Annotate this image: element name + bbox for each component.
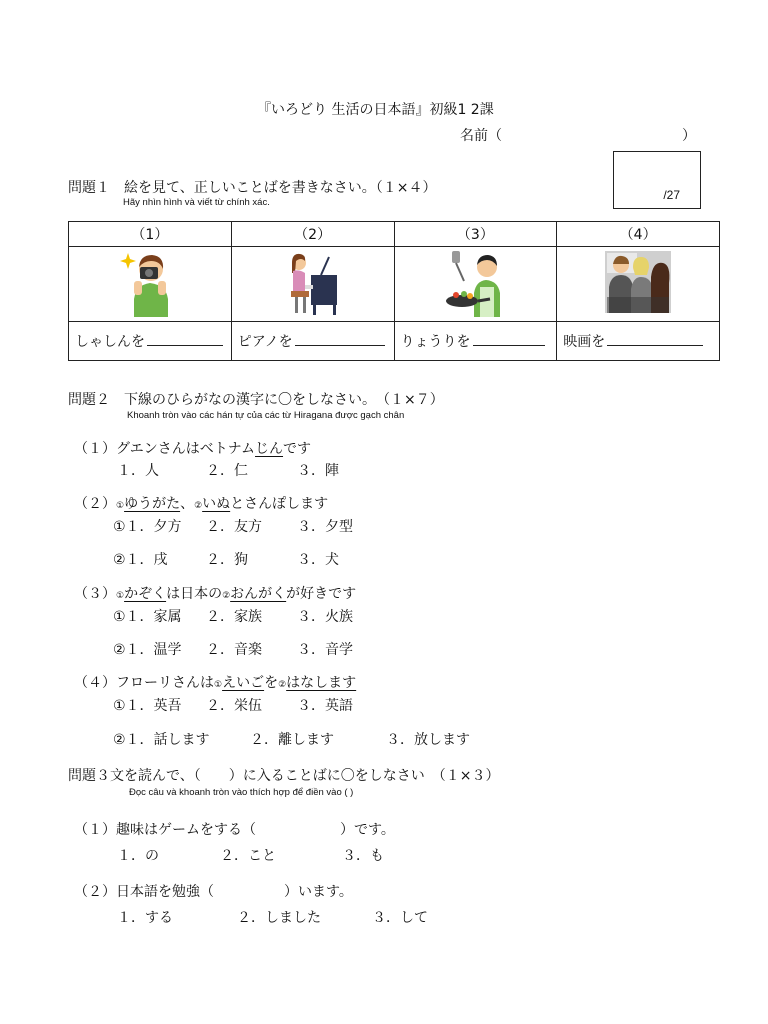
q2-item-2a-option-2[interactable]: ２．友方 — [206, 519, 262, 535]
q2-subtitle: Khoanh tròn vào các hán tự của các từ Hiragana được gạch chân — [127, 410, 405, 421]
q1-title: 問題１ 絵を見て、正しいことばを書きなさい。（１×４） — [68, 180, 437, 196]
cooking-man-illustration — [440, 247, 510, 317]
q2-item-4-text-mid: を — [264, 675, 279, 691]
q2-item-2b-option-3[interactable]: ３．犬 — [297, 552, 339, 568]
q2-item-2-marker-1: ① — [116, 501, 125, 511]
q3-subtitle: Đọc câu và khoanh tròn vào thích hợp để điền vào ( ) — [129, 787, 354, 798]
q2-item-1-number: （１） — [74, 441, 116, 457]
q2-item-4-number: （４） — [74, 675, 116, 691]
q2-item-4-text: フローリさんは — [116, 675, 214, 691]
q2-item-2-number: （２） — [74, 496, 116, 512]
q3-item-2-text: 日本語を勉強（ — [116, 884, 214, 900]
q3-item-1-option-2[interactable]: ２．こと — [220, 848, 276, 864]
q3-item-1-sentence — [74, 819, 395, 839]
q2-item-1-option-2[interactable]: ２．仁 — [206, 463, 248, 479]
q3-item-2-number: （２） — [74, 884, 116, 900]
q2-item-4b-option-1[interactable]: ②１．話します — [113, 732, 210, 748]
q1-picture-cell-2 — [231, 247, 394, 322]
q3-item-2-option-1[interactable]: １．する — [117, 910, 173, 926]
q2-item-1-option-3[interactable]: ３．陣 — [297, 463, 339, 479]
q1-picture-cell-1 — [69, 247, 232, 322]
q2-item-3-text-end: が好きです — [286, 586, 357, 602]
q2-item-3b-option-2[interactable]: ２．音楽 — [206, 642, 262, 658]
q2-item-4b-option-3[interactable]: ３．放します — [386, 732, 470, 748]
q2-item-3-number: （３） — [74, 586, 116, 602]
q2-item-2-underlined-word-2: いぬ — [202, 496, 231, 512]
q3-item-1-number: （１） — [74, 822, 116, 838]
q2-item-3-marker-2: ② — [222, 591, 231, 601]
q1-header-1: （1） — [69, 222, 232, 247]
q2-item-3-sentence — [74, 583, 356, 603]
q2-item-1-option-1[interactable]: １．人 — [117, 463, 159, 479]
q1-answer-cell-1 — [69, 322, 232, 361]
q2-item-3a-option-3[interactable]: ３．火族 — [297, 609, 353, 625]
worksheet-title: 『いろどり 生活の日本語』初級1 2課 — [257, 102, 494, 118]
q2-item-2-underlined-word-1: ゆうがた — [124, 496, 181, 512]
q2-item-4a-option-1[interactable]: ①１．英吾 — [113, 698, 182, 714]
name-close-paren: ） — [682, 128, 696, 144]
q2-item-2-marker-2: ② — [194, 501, 203, 511]
q2-item-3b-option-3[interactable]: ３．音学 — [297, 642, 353, 658]
q1-answer-prompt-2: ピアノを — [237, 334, 293, 350]
q2-title: 問題２ 下線のひらがなの漢字に〇をしなさい。 （１×７） — [68, 392, 444, 408]
q3-item-1-text-end: ）です。 — [340, 822, 395, 838]
q1-answer-cell-2 — [231, 322, 394, 361]
q2-item-4a-option-2[interactable]: ２．栄伍 — [206, 698, 262, 714]
q2-item-3a-option-1[interactable]: ①１．家属 — [113, 609, 182, 625]
q1-answer-prompt-1: しゃしんを — [75, 334, 145, 350]
q2-item-1-text-end: です — [283, 441, 312, 457]
q3-item-1-option-3[interactable]: ３．も — [342, 848, 384, 864]
movie-audience-illustration — [603, 247, 673, 317]
q1-picture-cell-4 — [557, 247, 720, 322]
q1-picture-cell-3 — [394, 247, 557, 322]
q2-item-4a-option-3[interactable]: ３．英語 — [297, 698, 353, 714]
q1-header-4: （4） — [557, 222, 720, 247]
name-label: 名前（ — [460, 128, 502, 144]
q2-item-3-underlined-word-1: かぞく — [124, 586, 167, 602]
piano-player-illustration — [283, 247, 343, 317]
q1-header-3: （3） — [394, 222, 557, 247]
q3-item-2-sentence — [74, 881, 353, 901]
q2-item-3b-option-1[interactable]: ②１．温学 — [113, 642, 182, 658]
q1-subtitle: Hãy nhìn hình và viết từ chính xác. — [123, 197, 270, 208]
q1-answer-prompt-4: 映画を — [563, 334, 606, 350]
q2-item-1-text: グエンさんはベトナム — [116, 441, 256, 457]
score-box — [613, 151, 701, 209]
q2-item-4b-option-2[interactable]: ２．離します — [250, 732, 334, 748]
q1-answer-blank-1[interactable] — [147, 333, 223, 346]
score-total: /27 — [663, 188, 680, 202]
q2-item-1-underlined-word: じん — [255, 441, 284, 457]
q3-title: 問題３文を読んで、（ ）に入ることばに〇をしなさい （１×３） — [68, 768, 500, 784]
q2-item-3a-option-2[interactable]: ２．家族 — [206, 609, 262, 625]
q2-item-4-underlined-word-2: はなします — [286, 675, 357, 691]
q2-item-3-text-mid: は日本の — [166, 586, 223, 602]
q2-item-2a-option-3[interactable]: ３．夕型 — [297, 519, 353, 535]
q2-item-4-sentence — [74, 672, 356, 692]
q1-answer-blank-4[interactable] — [607, 333, 703, 346]
q2-item-3-underlined-word-2: おんがく — [230, 586, 287, 602]
q1-picture-table — [68, 221, 720, 361]
q1-answer-prompt-3: りょうりを — [400, 334, 471, 350]
q2-item-2-text-end: とさんぽします — [230, 496, 329, 512]
q1-answer-blank-3[interactable] — [473, 333, 545, 346]
q2-item-4-underlined-word-1: えいご — [222, 675, 265, 691]
q2-item-2-sentence — [74, 493, 328, 513]
q3-item-1-text: 趣味はゲームをする（ — [116, 822, 256, 838]
q2-item-2a-option-1[interactable]: ①１．夕方 — [113, 519, 182, 535]
q1-answer-cell-4 — [557, 322, 720, 361]
q2-item-4-marker-1: ① — [214, 680, 223, 690]
q3-item-2-text-end: ）います。 — [284, 884, 353, 900]
q2-item-3-marker-1: ① — [116, 591, 125, 601]
q3-item-1-option-1[interactable]: １．の — [117, 848, 159, 864]
camera-photographer-illustration — [120, 247, 180, 317]
q3-item-2-option-3[interactable]: ３．して — [372, 910, 428, 926]
q1-answer-blank-2[interactable] — [295, 333, 385, 346]
q2-item-2-text-mid: 、 — [180, 496, 195, 512]
q2-item-1-sentence — [74, 438, 311, 458]
q3-item-2-option-2[interactable]: ２．しました — [237, 910, 321, 926]
q1-answer-cell-3 — [394, 322, 557, 361]
q2-item-2b-option-1[interactable]: ②１．戌 — [113, 552, 168, 568]
q2-item-4-marker-2: ② — [278, 680, 287, 690]
q1-header-2: （2） — [231, 222, 394, 247]
q2-item-2b-option-2[interactable]: ２．狗 — [206, 552, 248, 568]
